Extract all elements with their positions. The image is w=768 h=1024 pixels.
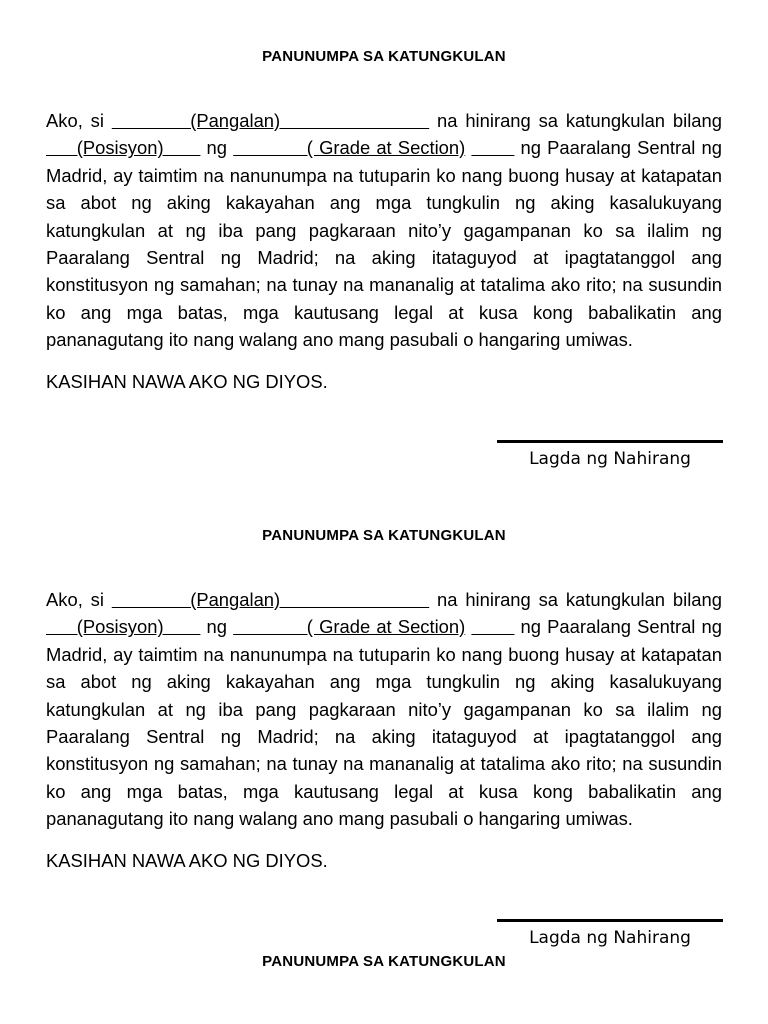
name-blank[interactable]: (Pangalan) (111, 589, 430, 610)
text-ako-si: Ako, si (46, 589, 112, 610)
signature-label: Lagda ng Nahirang (529, 449, 691, 469)
text-ng: ng (200, 137, 234, 159)
position-blank[interactable]: (Posisyon) (46, 137, 201, 159)
oath-paragraph (46, 586, 722, 833)
text-ng: ng (200, 616, 234, 638)
form-title: PANUNUMPA SA KATUNGKULAN (262, 527, 506, 544)
text-hinirang: na hinirang sa katungkulan bilang (429, 589, 722, 610)
oath-form (46, 48, 722, 395)
closing-line: KASIHAN NAWA AKO NG DIYOS. (46, 849, 328, 871)
form-title: PANUNUMPA SA KATUNGKULAN (262, 48, 506, 65)
short-blank[interactable] (471, 137, 514, 158)
oath-form (46, 527, 722, 874)
text-body: ng Paaralang Sentral ng Madrid, ay taimtim na nanunumpa na tutuparin ko nang buong husay at katapatan sa abot ng aking kakayahan ang mga tungkulin ng aking kasalukuyang katungkulan at ng iba pang pagkaraan nito’y gagampanan ko sa ilalim ng Paaralang Sentral ng Madrid; na aking itataguyod at ipagtatanggol ang konstitusyon ng samahan; na tunay na mananalig at tatalima ako rito; na susundin ko ang mga batas, mga kautusang legal at kusa kong babalikatin ang pananagutang ito nang walang ano mang pasubali o hangaring umiwas. (46, 137, 722, 351)
signature-line[interactable] (497, 440, 723, 443)
text-hinirang: na hinirang sa katungkulan bilang (429, 110, 722, 131)
form-title: PANUNUMPA SA KATUNGKULAN (262, 953, 506, 970)
oath-paragraph (46, 107, 722, 354)
name-blank[interactable]: (Pangalan) (111, 110, 430, 131)
position-blank[interactable]: (Posisyon) (46, 616, 201, 638)
grade-section-blank[interactable]: ( Grade at Section) (233, 616, 466, 638)
text-ako-si: Ako, si (46, 110, 112, 131)
grade-section-blank[interactable]: ( Grade at Section) (233, 137, 466, 159)
signature-label: Lagda ng Nahirang (529, 928, 691, 948)
short-blank[interactable] (471, 616, 514, 637)
signature-line[interactable] (497, 919, 723, 922)
closing-line: KASIHAN NAWA AKO NG DIYOS. (46, 370, 328, 392)
text-body: ng Paaralang Sentral ng Madrid, ay taimtim na nanunumpa na tutuparin ko nang buong husay at katapatan sa abot ng aking kakayahan ang mga tungkulin ng aking kasalukuyang katungkulan at ng iba pang pagkaraan nito’y gagampanan ko sa ilalim ng Paaralang Sentral ng Madrid; na aking itataguyod at ipagtatanggol ang konstitusyon ng samahan; na tunay na mananalig at tatalima ako rito; na susundin ko ang mga batas, mga kautusang legal at kusa kong babalikatin ang pananagutang ito nang walang ano mang pasubali o hangaring umiwas. (46, 616, 722, 830)
